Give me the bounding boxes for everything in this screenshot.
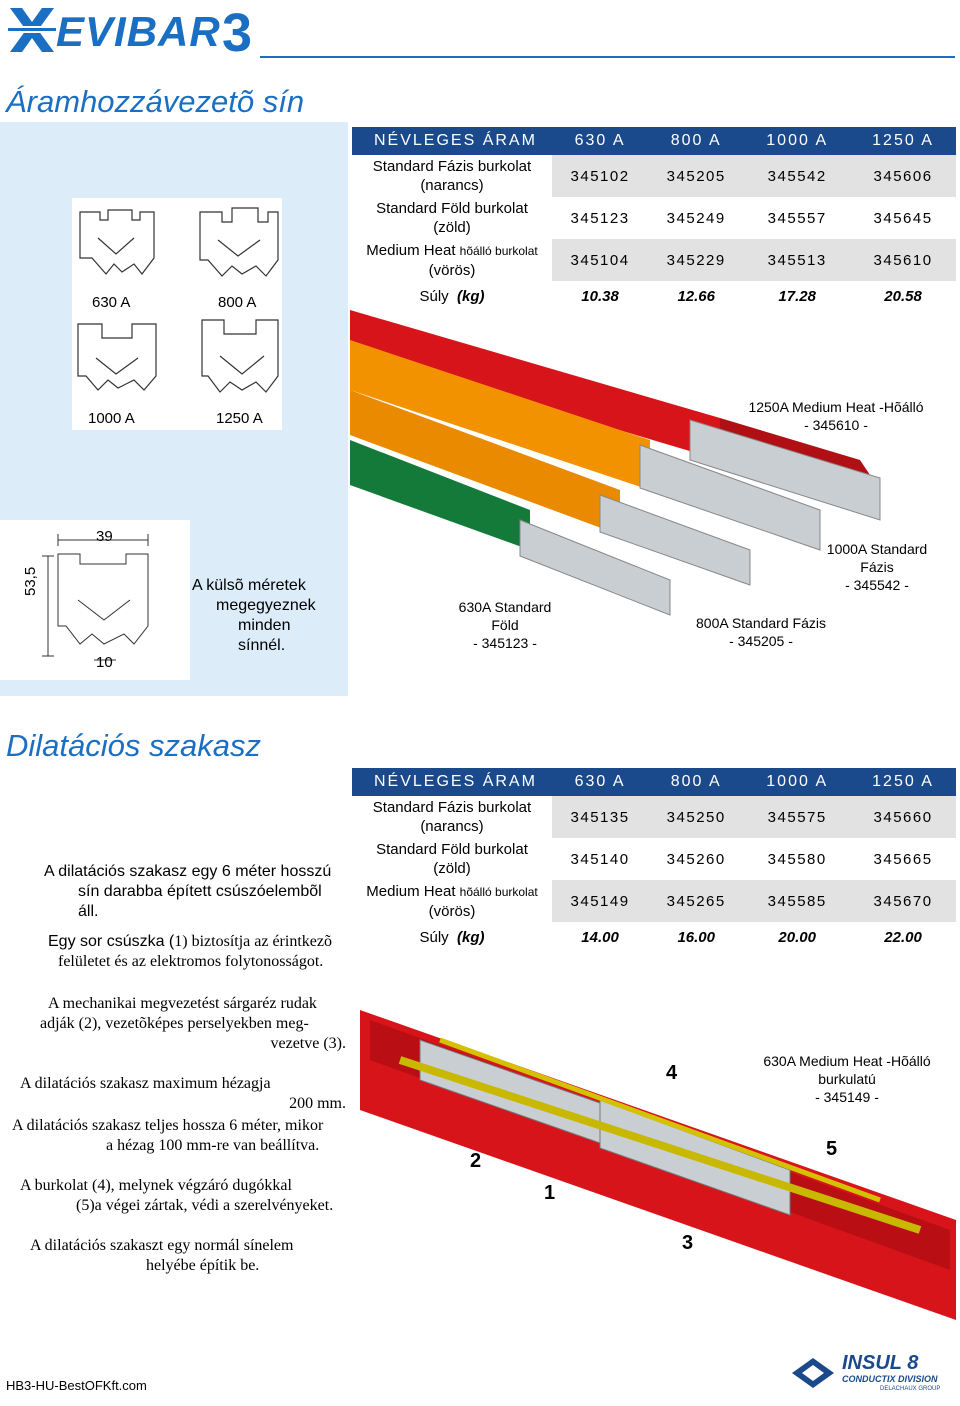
table-row xyxy=(352,880,956,922)
paragraph-intro: A dilatációs szakasz egy 6 méter hosszú sín darabba épített csúszóelembõl áll. xyxy=(44,863,332,920)
table-cell: 345610 xyxy=(850,239,956,281)
section1-title: Áramhozzávezetõ sín xyxy=(6,84,305,119)
header-800: 800 A xyxy=(648,127,744,155)
table-cell: 345104 xyxy=(552,239,648,281)
dim-height: 53,5 xyxy=(22,566,39,596)
header-rated-current: NÉVLEGES ÁRAM xyxy=(352,127,552,155)
table-cell: 345205 xyxy=(648,155,744,197)
paragraph-length: A dilatációs szakasz teljes hossza 6 méter, mikor a hézag 100 mm-re van beállítva. xyxy=(12,1117,324,1154)
expansion-section-illustration xyxy=(360,1000,956,1330)
header-630: 630 A xyxy=(552,768,648,796)
paragraph-slider: Egy sor csúszka (1) biztosítja az érintkezõ felületet és az elektromos folytonosságot. xyxy=(48,933,332,970)
brand-name: EVIBAR xyxy=(56,8,221,55)
callout-5: 5 xyxy=(826,1138,838,1160)
profile-dimension-diagram xyxy=(0,520,190,680)
caption-green-rail: 630A Standard Föld - 345123 - xyxy=(458,599,552,651)
table-header-row xyxy=(352,127,956,155)
callout-2: 2 xyxy=(470,1150,482,1172)
caption-800-rail: 800A Standard Fázis - 345205 - xyxy=(696,615,826,649)
partner-group: DELACHAUX GROUP xyxy=(880,1386,941,1392)
table-cell: 345660 xyxy=(850,796,956,838)
table-row xyxy=(352,155,956,197)
caption-red-rail: 1250A Medium Heat -Hõálló - 345610 - xyxy=(748,399,924,433)
dim-slot: 10 xyxy=(96,654,113,671)
table-cell: 345140 xyxy=(570,850,630,868)
profile-label-1000: 1000 A xyxy=(88,410,135,427)
table-cell: 345645 xyxy=(873,209,933,227)
table-header-row xyxy=(352,768,956,796)
profile-drawings xyxy=(72,198,282,430)
table-row xyxy=(352,838,956,880)
evibar-logo-mark xyxy=(2,2,62,60)
section2-spec-table xyxy=(352,768,956,952)
section2-title: Dilatációs szakasz xyxy=(6,728,261,763)
table-cell: 345149 xyxy=(552,880,648,922)
callout-1: 1 xyxy=(544,1182,556,1204)
rails-illustration xyxy=(350,310,956,680)
table-cell: 345575 xyxy=(744,796,850,838)
weight-value: 22.00 xyxy=(884,928,922,946)
profile-label-1250: 1250 A xyxy=(216,410,263,427)
table-row xyxy=(352,796,956,838)
weight-label: Súly (kg) xyxy=(419,287,485,305)
weight-value: 12.66 xyxy=(677,287,715,305)
header-630: 630 A xyxy=(552,127,648,155)
callout-4: 4 xyxy=(666,1062,678,1084)
weight-value: 14.00 xyxy=(581,928,619,946)
table-row xyxy=(352,239,956,281)
paragraph-cover: A burkolat (4), melynek végzáró dugókkal (5)a végei zártak, védi a szerelvényeket. xyxy=(20,1177,334,1214)
weight-row xyxy=(352,922,956,952)
paragraph-guides: A mechanikai megvezetést sárgaréz rudak adják (2), vezetõképes perselyekben meg- vezetve (3). xyxy=(40,995,346,1052)
table-cell: 345135 xyxy=(552,796,648,838)
weight-value: 20.00 xyxy=(778,928,816,946)
table-cell: 345229 xyxy=(648,239,744,281)
table-row xyxy=(352,197,956,239)
row-label: Standard Föld burkolat (zöld) xyxy=(376,200,528,236)
header-1250: 1250 A xyxy=(850,127,956,155)
dim-width: 39 xyxy=(96,528,113,545)
header-rated-current: NÉVLEGES ÁRAM xyxy=(352,768,552,796)
header-1000: 1000 A xyxy=(744,768,850,796)
weight-value: 16.00 xyxy=(677,928,715,946)
table-cell: 345606 xyxy=(850,155,956,197)
insul8-mark-icon xyxy=(790,1356,836,1390)
weight-value: 17.28 xyxy=(778,287,816,305)
table-cell: 345580 xyxy=(767,850,827,868)
weight-row xyxy=(352,281,956,311)
table-cell: 345665 xyxy=(873,850,933,868)
callout-3: 3 xyxy=(682,1232,694,1254)
weight-label: Súly (kg) xyxy=(419,928,485,946)
profile-label-800: 800 A xyxy=(218,294,257,311)
table-cell: 345585 xyxy=(744,880,850,922)
weight-value: 20.58 xyxy=(884,287,922,305)
partner-name: INSUL 8 xyxy=(842,1352,919,1374)
table-cell: 345542 xyxy=(744,155,850,197)
header-1000: 1000 A xyxy=(744,127,850,155)
weight-value: 10.38 xyxy=(581,287,619,305)
row-label: Medium Heat hõálló burkolat (vörös) xyxy=(366,882,538,920)
table-cell: 345513 xyxy=(744,239,850,281)
partner-division: CONDUCTIX DIVISION xyxy=(842,1374,938,1384)
table-cell: 345249 xyxy=(666,209,726,227)
header-1250: 1250 A xyxy=(850,768,956,796)
section1-spec-table xyxy=(352,127,956,311)
table-cell: 345123 xyxy=(570,209,630,227)
document-id: HB3-HU-BestOFKft.com xyxy=(6,1378,147,1393)
table-cell: 345670 xyxy=(850,880,956,922)
table-cell: 345265 xyxy=(648,880,744,922)
brand-number: 3 xyxy=(222,3,253,63)
row-label: Standard Fázis burkolat (narancs) xyxy=(372,799,532,835)
caption-1000-rail: 1000A Standard Fázis - 345542 - xyxy=(826,541,928,593)
caption-expansion-photo: 630A Medium Heat -Hõálló burkulatú - 345149 - xyxy=(763,1053,931,1105)
table-cell: 345102 xyxy=(552,155,648,197)
dimension-drawing xyxy=(0,520,190,680)
paragraph-install: A dilatációs szakaszt egy normál sínelem helyébe építik be. xyxy=(30,1237,294,1274)
table-cell: 345250 xyxy=(648,796,744,838)
profile-cross-sections xyxy=(72,198,282,430)
row-label: Medium Heat hõálló burkolat (vörös) xyxy=(366,241,538,279)
header-800: 800 A xyxy=(648,768,744,796)
table-cell: 345557 xyxy=(767,209,827,227)
paragraph-gap: A dilatációs szakasz maximum hézagja 200 mm. xyxy=(20,1075,346,1112)
dimension-note: A külsõ méretek megegyeznek minden sínnél. xyxy=(192,577,316,654)
header-rule xyxy=(260,56,955,58)
row-label: Standard Fázis burkolat (narancs) xyxy=(372,158,532,194)
row-label: Standard Föld burkolat (zöld) xyxy=(376,841,528,877)
table-cell: 345260 xyxy=(666,850,726,868)
profile-label-630: 630 A xyxy=(92,294,131,311)
insul8-logo xyxy=(790,1352,955,1396)
